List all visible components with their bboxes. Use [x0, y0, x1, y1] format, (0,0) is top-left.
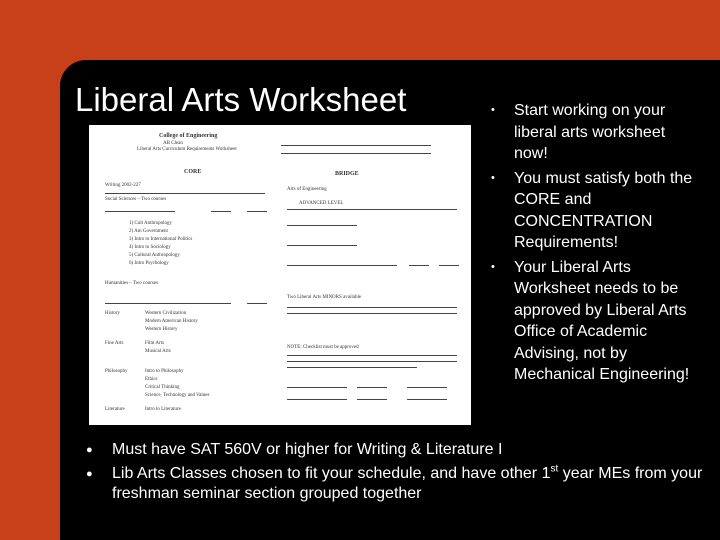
- bottom-bullet-item: [86, 464, 706, 504]
- worksheet-bridge-label: BRIDGE: [335, 171, 359, 177]
- right-bullet-list: [491, 100, 701, 389]
- right-bullet-text: Start working on your liberal arts worksheet now!: [514, 102, 666, 162]
- bottom-bullet-list: [86, 440, 706, 508]
- bullet-dot-icon: •: [491, 171, 495, 184]
- bullet-circle-icon: ●: [86, 468, 93, 480]
- bullet-dot-icon: •: [491, 260, 495, 273]
- right-bullet-item: [491, 168, 701, 254]
- right-bullet-text: You must satisfy both the CORE and CONCENTRATION Requirements!: [514, 169, 693, 251]
- bottom-bullet-text-pre: Lib Arts Classes chosen to fit your schedule, and have other 1: [112, 465, 551, 482]
- bottom-bullet-text-post: year MEs from your freshman seminar section grouped together: [112, 465, 703, 502]
- right-bullet-text: Your Liberal Arts Worksheet needs to be approved by Liberal Arts Office of Academic Advising, not by Mechanical Engineering!: [514, 258, 690, 383]
- worksheet-core-label: CORE: [184, 169, 202, 175]
- right-bullet-item: [491, 100, 701, 165]
- right-bullet-item: [491, 257, 701, 386]
- bottom-bullet-text: Must have SAT 560V or higher for Writing & Literature I: [112, 441, 503, 458]
- slide-title: Liberal Arts Worksheet: [75, 81, 407, 118]
- bullet-dot-icon: •: [491, 104, 495, 116]
- worksheet-header: College of Engineering: [159, 133, 218, 139]
- worksheet-advanced-label: ADVANCED LEVEL: [299, 201, 344, 206]
- bottom-bullet-sup: st: [550, 463, 559, 475]
- bottom-bullet-item: [86, 440, 706, 460]
- worksheet-image: College of Engineering AB Clean Liberal Arts Curriculum Requirements Worksheet CORE BRIDGE Writing 2002-227 Arts of Engineering Social Sciences – Two courses ADVANCED LEVEL 1) Cult Anthropology 2) Am Government 3) Intro to International Politics 4) Intro to Sociology 5) Cultural Anthropology 6) Intro Psychology Humanities – Two courses Two Liberal Arts MINORS available History Western Civilization Modern American History Western History Fine Arts Film Arts Musical Arts Philosophy Intro to Philosophy Ethics Critical Thinking Science, Technology and Values Literature Intro to Literature NOTE: Checklist must be approved: [89, 125, 471, 425]
- bullet-circle-icon: ●: [86, 444, 93, 456]
